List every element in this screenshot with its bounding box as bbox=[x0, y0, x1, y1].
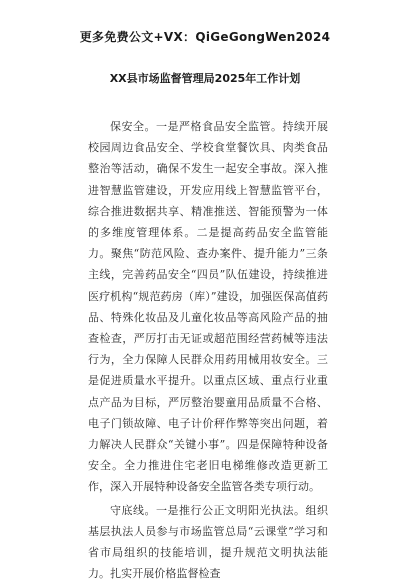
body-paragraph: 保安全。一是严格食品安全监管。持续开展校园周边食品安全、学校食堂餐饮具、肉类食品整治等活动，确保不发生一起安全事故。深入推进智慧监管建设，开发应用线上智慧监管平台，综合推进数据共享、精准推送、智能预警为一体的多维度管理体系。二是提高药品安全监管能力。聚焦“防范风险、查办案件、提升能力”三条主线，完善药品安全“四员”队伍建设，持续推进医疗机构“规范药房（库）”建设，加强医保高值药品、特殊化妆品及儿童化妆品等高风险产品的抽查检查，严厉打击无证或超范围经营药械等违法行为，全力保障人民群众用药用械用妆安全。三是促进质量水平提升。以重点区域、重点行业重点产品为目标，严厉整治婴童用品质量不合格、电子门锁故障、电子计价秤作弊等突出问题，着力解决人民群众“关键小事”。四是保障特种设备安全。全力推进住宅老旧电梯维修改造更新工作，深入开展特种设备安全监管各类专项行动。 bbox=[88, 120, 328, 494]
document-body bbox=[88, 116, 328, 586]
document-title: XX县市场监督管理局2025年工作计划 bbox=[109, 72, 301, 85]
header-note: 更多免费公文+VX：QiGeGongWen2024 bbox=[79, 30, 331, 44]
body-paragraph: 守底线。一是推行公正文明阳光执法。组织基层执法人员参与市场监管总局“云课堂”学习和省市局组织的技能培训，提升规范文明执法能力。扎实开展价格监督检查 bbox=[88, 503, 328, 581]
